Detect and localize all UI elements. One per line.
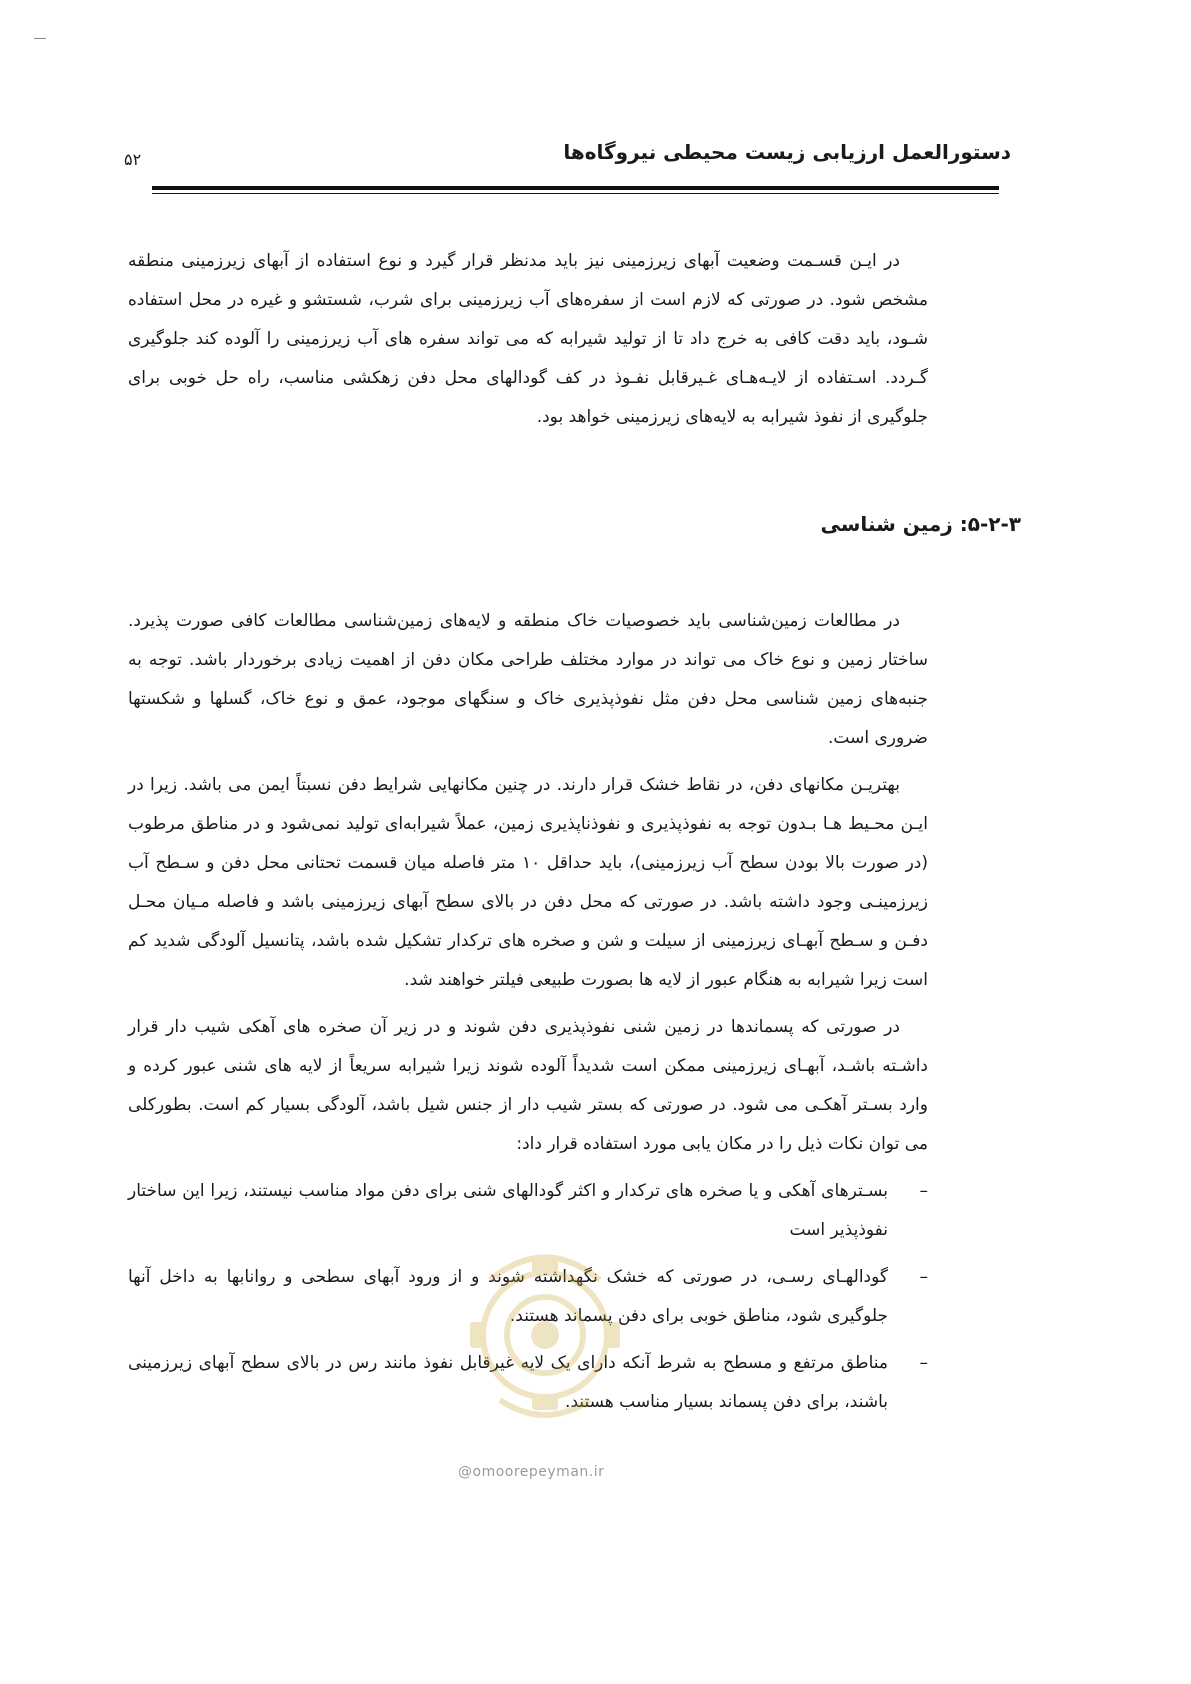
bullet-dash: – [919,1267,928,1287]
page-number: ۵۲ [124,150,142,169]
scan-mark [34,38,46,39]
watermark-seal-icon [460,1240,630,1430]
intro-paragraph: در ایـن قسـمت وضعیت آبهای زیرزمینی نیز باید مدنظر قرار گیرد و نوع استفاده از آبهای زیرزمینی منطقه مشخص شود. در صورتی که لازم است از سفره‌های آب زیرزمینی برای شرب، شستشو و غیره در محل استفاده شـود، باید دقت کافی به خرج داد تا از تولید شیرابه که می تواند سفره های آب زیرزمینی را آلوده کند جلوگیری گـردد. اسـتفاده از لایـه‌هـای غـیرقابل نفـوذ در کف گودالهای محل دفن زهکشی مناسب، راه حل خوبی برای جلوگیری از نفوذ شیرابه به لایه‌های زیرزمینی خواهد بود. [128,251,928,427]
watermark-caption: @omoorepeyman.ir [458,1464,605,1480]
running-header-title: دستورالعمل ارزیابی زیست محیطی نیروگاه‌ها [563,140,1011,164]
geology-paragraph: بهتریـن مکانهای دفن، در نقاط خشک قرار دارند. در چنین مکانهایی شرایط دفن نسبتاً ایمن می باشد. زیرا در ایـن محـیط هـا بـدون توجه به نفوذپذیری و نفوذناپذیری زمین، عملاً شیرابه‌ای تولید نمی‌شود و در مناطق مرطوب (در صورت بالا بودن سطح آب زیرزمینی)، باید حداقل ۱۰ متر فاصله میان قسمت تحتانی محل دفن و سـطح آب زیرزمینـی وجود داشته باشد. در صورتی که محل دفن در بالای سطح آبهای زیرزمینی باشد و فاصله مـیان محـل دفـن و سـطح آبهـای زیرزمینی از سیلت و شن و صخره های ترکدار تشکیل شده باشد، پتانسیل آلودگی شدید کم است زیرا شیرابه به هنگام عبور از لایه ها بصورت طبیعی فیلتر خواهند شد. [128,775,929,990]
bullet-text: گودالهـای رسـی، در صورتی که خشک نگهداشته شوند و از ورود آبهای سطحی و روانابها به داخل آنها جلوگیری شود، مناطق خوبی برای دفن پسماند هستند. [128,1267,888,1326]
intro-section [128,242,928,445]
geology-section [128,602,928,1172]
geology-paragraph: در صورتی که پسماندها در زمین شنی نفوذپذیری دفن شوند و در زیر آن صخره های آهکی شیب دار قرار داشـته باشـد، آبهـای زیرزمینی ممکن است شدیداً آلوده شوند زیرا شیرابه سریعاً از لایه های شنی عبور کرده و وارد بسـتر آهکـی می شود. در صورتی که بستر شیب دار از جنس شیل باشد، آلودگی بسیار کم است. بطورکلی می توان نکات ذیل را در مکان یابی مورد استفاده قرار داد: [128,1017,928,1154]
header-rule-thick [152,186,999,190]
bullet-dash: – [919,1353,928,1373]
section-heading-geology: ۵-۲-۳: زمین شناسی [820,512,1021,536]
bullet-dash: – [919,1181,928,1201]
geology-paragraph: در مطالعات زمین‌شناسی باید خصوصیات خاک منطقه و لایه‌های زمین‌شناسی مطالعات کافی صورت پذیرد. ساختار زمین و نوع خاک می تواند در موارد مختلف طراحی مکان دفن از اهمیت زیادی برخوردار باشد. توجه به جنبه‌های زمین شناسی محل دفن مثل نفوذپذیری خاک و سنگهای موجود، عمق و نوع خاک، گسلها و شکستها ضروری است. [128,611,928,748]
bullet-text: مناطق مرتفع و مسطح به شرط آنکه دارای یک لایه غیرقابل نفوذ مانند رس در بالای سطح آبهای زیرزمینی باشند، برای دفن پسماند بسیار مناسب هستند. [128,1353,888,1412]
bullet-text: بسـترهای آهکی و یا صخره های ترکدار و اکثر گودالهای شنی برای دفن مواد مناسب نیستند، زیرا این ساختار نفوذپذیر است [128,1181,888,1240]
bullet-item [128,1172,928,1250]
header-rule-thin [152,193,999,194]
